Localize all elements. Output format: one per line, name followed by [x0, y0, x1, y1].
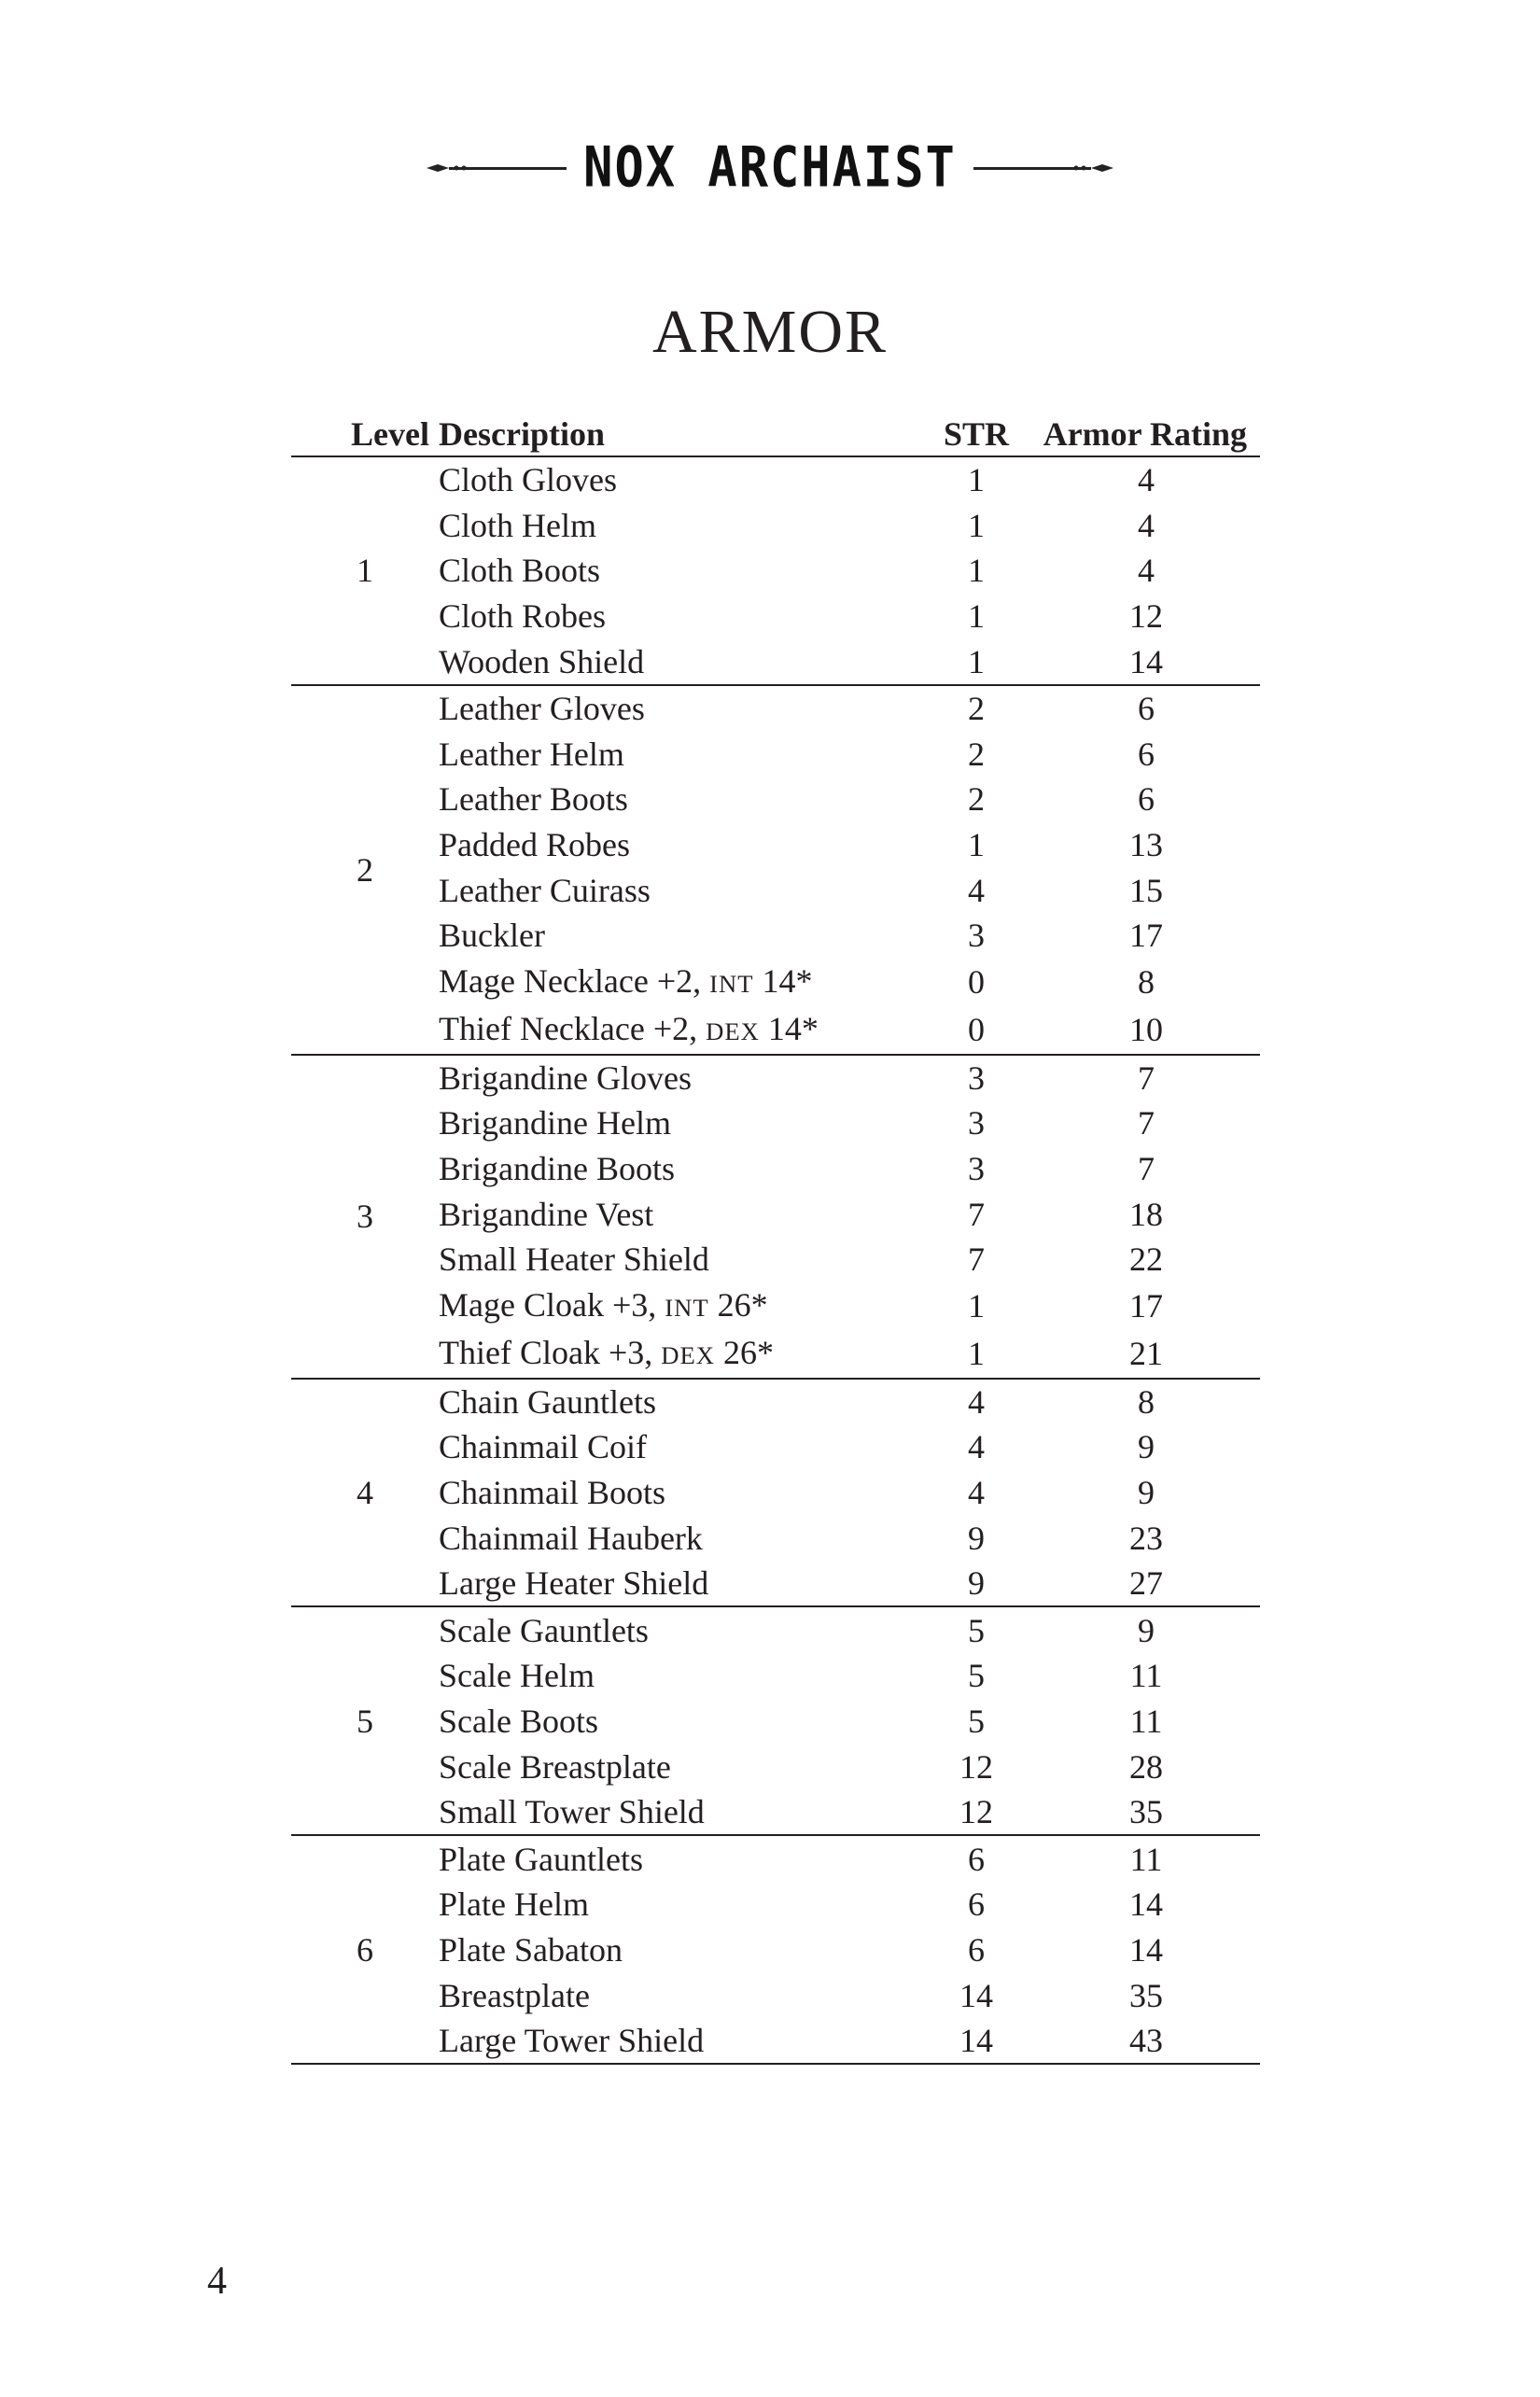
armor-rating-cell: 17: [1129, 1287, 1163, 1325]
ornament-right-icon: [973, 159, 1113, 177]
description-cell: [439, 1972, 920, 2018]
str-cell: 5: [968, 1702, 985, 1740]
str-cell: 1: [968, 597, 985, 636]
armor-rating-cell: 11: [1129, 1702, 1163, 1740]
armor-rating-cell: 8: [1138, 963, 1155, 1002]
str-cell: 2: [968, 780, 985, 819]
level-group: [291, 1835, 1260, 2064]
description-cell: [439, 1835, 920, 1882]
item-name: Plate Gauntlets: [439, 1840, 643, 1878]
armor-rating-cell: 6: [1138, 780, 1155, 819]
item-name: Leather Boots: [439, 780, 628, 819]
description-cell: [439, 1470, 920, 1516]
description-cell: [439, 503, 920, 549]
str-cell: 3: [968, 917, 985, 955]
stat-requirement: DEX: [706, 1016, 760, 1045]
armor-rating-cell: 23: [1129, 1519, 1163, 1557]
armor-rating-cell: 7: [1138, 1104, 1155, 1142]
item-name: Chainmail Boots: [439, 1473, 665, 1511]
armor-rating-cell: 15: [1129, 871, 1163, 909]
armor-rating-cell: 27: [1129, 1564, 1163, 1603]
armor-rating-cell: 4: [1138, 461, 1155, 499]
level-group: [291, 456, 1260, 685]
str-cell: 1: [968, 1335, 985, 1372]
level-cell: 1: [357, 552, 373, 590]
item-name: Cloth Gloves: [439, 461, 618, 499]
str-cell: 4: [968, 1428, 985, 1466]
description-cell: [439, 913, 920, 959]
item-name: Brigandine Vest: [439, 1195, 654, 1233]
level-group: [291, 1055, 1260, 1379]
armor-rating-cell: 14: [1129, 642, 1163, 680]
str-cell: 0: [968, 1011, 985, 1049]
stat-requirement: DEX: [661, 1340, 715, 1369]
table-row: [291, 1835, 1260, 1882]
armor-rating-cell: 10: [1129, 1011, 1163, 1049]
description-cell: [439, 1561, 920, 1607]
armor-rating-cell: 4: [1138, 552, 1155, 590]
str-cell: 2: [968, 690, 985, 728]
description-cell: [439, 594, 920, 639]
description-cell: [439, 1789, 920, 1836]
description-cell: [439, 1191, 920, 1237]
item-name: Plate Sabaton: [439, 1930, 623, 1969]
stat-requirement: INT: [709, 969, 754, 998]
description-cell: [439, 959, 920, 1006]
str-cell: 4: [968, 871, 985, 909]
description-cell: [439, 1237, 920, 1283]
table-row: [291, 1379, 1260, 1425]
item-name: Scale Helm: [439, 1657, 595, 1695]
column-header-level: Level: [291, 409, 439, 456]
description-cell: [439, 777, 920, 822]
item-name: Cloth Helm: [439, 506, 596, 544]
armor-rating-cell: 35: [1129, 1793, 1163, 1831]
level-group: [291, 685, 1260, 1055]
page-title: ARMOR: [651, 298, 889, 366]
armor-rating-cell: 14: [1129, 1885, 1163, 1924]
str-cell: 7: [968, 1241, 985, 1279]
str-cell: 12: [959, 1793, 993, 1831]
level-cell: 6: [357, 1930, 373, 1969]
armor-rating-cell: 9: [1138, 1473, 1155, 1511]
item-name: Brigandine Helm: [439, 1104, 671, 1142]
logo-text: NOX ARCHAIST: [583, 135, 957, 201]
description-cell: [439, 1653, 920, 1699]
table-row: [291, 685, 1260, 732]
str-cell: 4: [968, 1473, 985, 1511]
item-name: Mage Cloak +3,: [439, 1285, 657, 1324]
description-cell: [439, 1606, 920, 1653]
str-cell: 6: [968, 1930, 985, 1969]
str-cell: 6: [968, 1885, 985, 1924]
armor-rating-cell: 43: [1129, 2022, 1163, 2060]
description-cell: [439, 1146, 920, 1192]
str-cell: 5: [968, 1657, 985, 1695]
armor-rating-cell: 4: [1138, 506, 1155, 544]
item-name: Scale Gauntlets: [439, 1611, 649, 1649]
stat-value: 26*: [717, 1285, 768, 1324]
game-logo: [0, 121, 1540, 215]
str-cell: 0: [968, 963, 985, 1002]
level-cell: 2: [357, 850, 373, 889]
str-cell: 14: [959, 2022, 993, 2060]
description-cell: [439, 1055, 920, 1101]
armor-table: [291, 409, 1260, 2065]
item-name: Chainmail Hauberk: [439, 1519, 703, 1557]
str-cell: 9: [968, 1519, 985, 1557]
description-cell: [439, 685, 920, 732]
str-cell: 3: [968, 1150, 985, 1188]
str-cell: 1: [968, 826, 985, 864]
item-name: Wooden Shield: [439, 642, 645, 680]
ornament-left-icon: [427, 159, 567, 177]
armor-rating-cell: 8: [1138, 1382, 1155, 1421]
description-cell: [439, 1006, 920, 1055]
item-name: Large Heater Shield: [439, 1564, 709, 1603]
str-cell: 4: [968, 1382, 985, 1421]
level-group: [291, 1606, 1260, 1835]
str-cell: 14: [959, 1976, 993, 2014]
description-cell: [439, 1699, 920, 1745]
item-name: Buckler: [439, 917, 545, 955]
description-cell: [439, 822, 920, 868]
description-cell: [439, 867, 920, 913]
str-cell: 1: [968, 552, 985, 590]
str-cell: 9: [968, 1564, 985, 1603]
armor-rating-cell: 11: [1129, 1840, 1163, 1878]
table-header-row: [291, 409, 1260, 456]
armor-rating-cell: 9: [1138, 1611, 1155, 1649]
description-cell: [439, 1330, 920, 1379]
item-name: Leather Gloves: [439, 690, 645, 728]
table-row: [291, 456, 1260, 503]
stat-requirement: INT: [665, 1293, 709, 1322]
str-cell: 1: [968, 506, 985, 544]
item-name: Scale Boots: [439, 1702, 598, 1740]
str-cell: 12: [959, 1747, 993, 1786]
armor-rating-cell: 14: [1129, 1930, 1163, 1969]
item-name: Breastplate: [439, 1976, 590, 2014]
str-cell: 5: [968, 1611, 985, 1649]
item-name: Padded Robes: [439, 826, 630, 864]
item-name: Large Tower Shield: [439, 2022, 705, 2060]
str-cell: 6: [968, 1840, 985, 1878]
description-cell: [439, 1882, 920, 1927]
armor-rating-cell: 18: [1129, 1195, 1163, 1233]
stat-value: 26*: [723, 1333, 774, 1371]
armor-rating-cell: 6: [1138, 735, 1155, 773]
armor-rating-cell: 12: [1129, 597, 1163, 636]
str-cell: 2: [968, 735, 985, 773]
item-name: Thief Cloak +3,: [439, 1333, 653, 1371]
armor-rating-cell: 9: [1138, 1428, 1155, 1466]
description-cell: [439, 638, 920, 685]
armor-rating-cell: 21: [1129, 1335, 1163, 1372]
armor-rating-cell: 7: [1138, 1150, 1155, 1188]
item-name: Leather Helm: [439, 735, 624, 773]
str-cell: 1: [968, 461, 985, 499]
str-cell: 1: [968, 642, 985, 680]
item-name: Cloth Boots: [439, 552, 601, 590]
str-cell: 7: [968, 1195, 985, 1233]
description-cell: [439, 1424, 920, 1470]
description-cell: [439, 1379, 920, 1425]
page-number: 4: [207, 2260, 227, 2303]
item-name: Cloth Robes: [439, 597, 607, 636]
column-header-armor-rating: Armor Rating: [1032, 409, 1260, 456]
description-cell: [439, 456, 920, 503]
table-row: [291, 1055, 1260, 1101]
str-cell: 1: [968, 1287, 985, 1325]
armor-rating-cell: 11: [1129, 1657, 1163, 1695]
armor-rating-cell: 6: [1138, 690, 1155, 728]
armor-rating-cell: 7: [1138, 1058, 1155, 1097]
description-cell: [439, 732, 920, 778]
description-cell: [439, 1744, 920, 1789]
armor-rating-cell: 17: [1129, 917, 1163, 955]
item-name: Leather Cuirass: [439, 871, 651, 909]
str-cell: 3: [968, 1058, 985, 1097]
item-name: Chainmail Coif: [439, 1428, 647, 1466]
stat-value: 14*: [762, 961, 813, 1000]
str-cell: 3: [968, 1104, 985, 1142]
armor-rating-cell: 13: [1129, 826, 1163, 864]
description-cell: [439, 1100, 920, 1146]
item-name: Brigandine Gloves: [439, 1058, 692, 1097]
level-cell: 4: [357, 1473, 373, 1511]
column-header-str: STR: [920, 409, 1032, 456]
level-cell: 5: [357, 1702, 373, 1740]
armor-rating-cell: 35: [1129, 1976, 1163, 2014]
stat-value: 14*: [767, 1009, 819, 1047]
item-name: Small Tower Shield: [439, 1793, 705, 1831]
item-name: Chain Gauntlets: [439, 1382, 656, 1421]
description-cell: [439, 1283, 920, 1330]
item-name: Mage Necklace +2,: [439, 961, 702, 1000]
item-name: Brigandine Boots: [439, 1150, 675, 1188]
description-cell: [439, 1515, 920, 1561]
item-name: Small Heater Shield: [439, 1241, 709, 1279]
item-name: Scale Breastplate: [439, 1747, 671, 1786]
armor-rating-cell: 28: [1129, 1747, 1163, 1786]
level-group: [291, 1379, 1260, 1607]
description-cell: [439, 2018, 920, 2065]
item-name: Plate Helm: [439, 1885, 589, 1924]
description-cell: [439, 1927, 920, 1973]
column-header-description: Description: [439, 409, 920, 456]
table-row: [291, 1606, 1260, 1653]
level-cell: 3: [357, 1198, 373, 1236]
item-name: Thief Necklace +2,: [439, 1009, 698, 1047]
description-cell: [439, 548, 920, 594]
armor-rating-cell: 22: [1129, 1241, 1163, 1279]
